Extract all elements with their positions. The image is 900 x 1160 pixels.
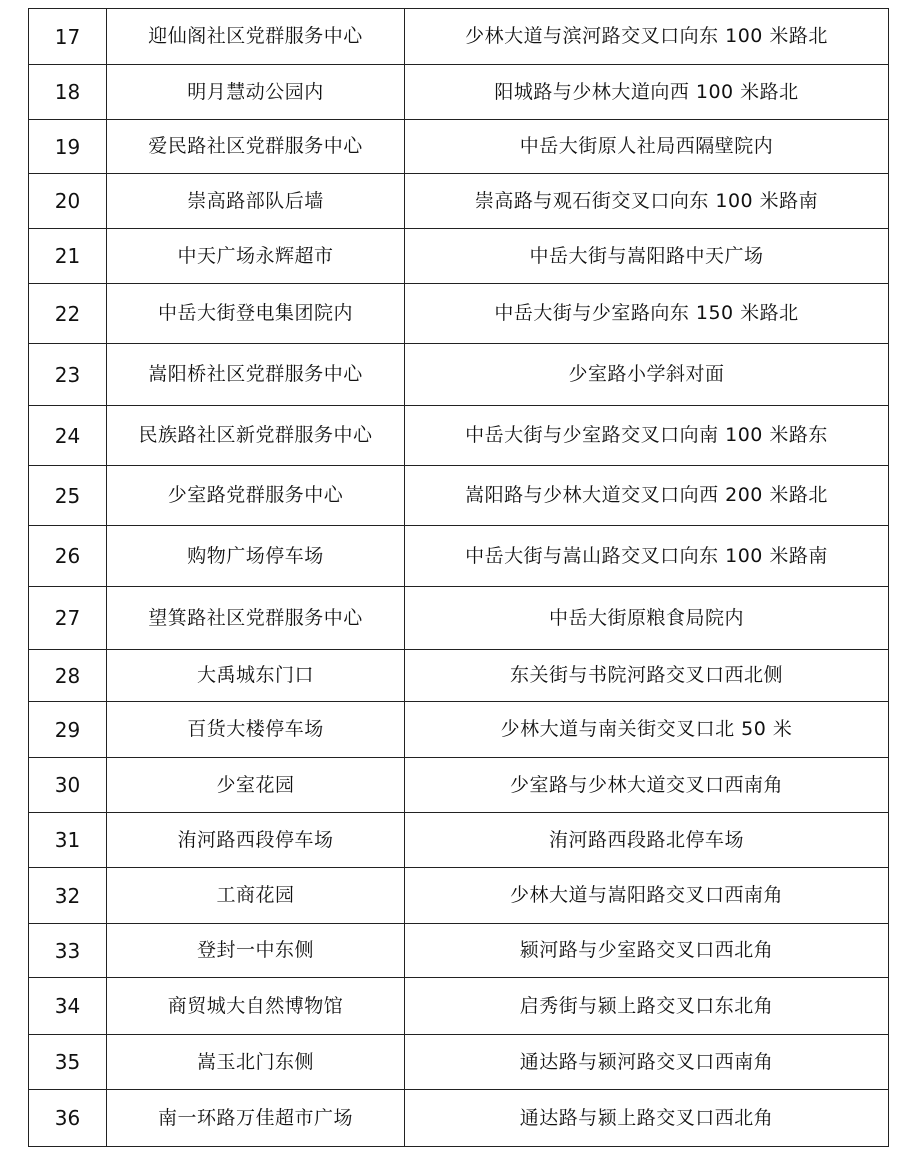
site-location: 洧河路西段路北停车场 — [405, 813, 889, 868]
table-row — [29, 284, 889, 344]
location-table — [28, 8, 889, 1147]
table-row — [29, 466, 889, 526]
site-name: 购物广场停车场 — [107, 526, 405, 587]
row-number: 25 — [29, 466, 107, 526]
table-row — [29, 120, 889, 174]
site-name: 崇高路部队后墙 — [107, 174, 405, 229]
table-row — [29, 1090, 889, 1147]
row-number: 26 — [29, 526, 107, 587]
site-name: 洧河路西段停车场 — [107, 813, 405, 868]
site-location: 嵩阳路与少林大道交叉口向西 200 米路北 — [405, 466, 889, 526]
table-row — [29, 174, 889, 229]
row-number: 31 — [29, 813, 107, 868]
row-number: 20 — [29, 174, 107, 229]
table-row — [29, 406, 889, 466]
site-location: 中岳大街与少室路交叉口向南 100 米路东 — [405, 406, 889, 466]
site-location: 崇高路与观石街交叉口向东 100 米路南 — [405, 174, 889, 229]
row-number: 21 — [29, 229, 107, 284]
site-name: 少室路党群服务中心 — [107, 466, 405, 526]
site-name: 明月慧动公园内 — [107, 65, 405, 120]
table-row — [29, 868, 889, 924]
table-row — [29, 344, 889, 406]
table-row — [29, 650, 889, 702]
table-row — [29, 813, 889, 868]
site-name: 百货大楼停车场 — [107, 702, 405, 758]
row-number: 22 — [29, 284, 107, 344]
site-location: 中岳大街原粮食局院内 — [405, 587, 889, 650]
row-number: 33 — [29, 924, 107, 978]
site-location: 东关街与书院河路交叉口西北侧 — [405, 650, 889, 702]
row-number: 24 — [29, 406, 107, 466]
row-number: 35 — [29, 1035, 107, 1090]
row-number: 19 — [29, 120, 107, 174]
site-name: 大禹城东门口 — [107, 650, 405, 702]
table-row — [29, 702, 889, 758]
site-name: 望箕路社区党群服务中心 — [107, 587, 405, 650]
row-number: 28 — [29, 650, 107, 702]
site-name: 登封一中东侧 — [107, 924, 405, 978]
site-name: 民族路社区新党群服务中心 — [107, 406, 405, 466]
row-number: 30 — [29, 758, 107, 813]
site-location: 中岳大街与嵩阳路中天广场 — [405, 229, 889, 284]
site-location: 颍河路与少室路交叉口西北角 — [405, 924, 889, 978]
site-name: 南一环路万佳超市广场 — [107, 1090, 405, 1147]
row-number: 18 — [29, 65, 107, 120]
table-row — [29, 587, 889, 650]
site-location: 通达路与颍上路交叉口西北角 — [405, 1090, 889, 1147]
table-row — [29, 1035, 889, 1090]
table-row — [29, 65, 889, 120]
row-number: 27 — [29, 587, 107, 650]
site-name: 少室花园 — [107, 758, 405, 813]
site-location: 少林大道与嵩阳路交叉口西南角 — [405, 868, 889, 924]
table-row — [29, 978, 889, 1035]
table-row — [29, 9, 889, 65]
site-location: 少室路小学斜对面 — [405, 344, 889, 406]
site-location: 少室路与少林大道交叉口西南角 — [405, 758, 889, 813]
site-name: 商贸城大自然博物馆 — [107, 978, 405, 1035]
site-name: 迎仙阁社区党群服务中心 — [107, 9, 405, 65]
site-name: 爱民路社区党群服务中心 — [107, 120, 405, 174]
site-name: 中天广场永辉超市 — [107, 229, 405, 284]
site-location: 阳城路与少林大道向西 100 米路北 — [405, 65, 889, 120]
site-name: 嵩玉北门东侧 — [107, 1035, 405, 1090]
row-number: 23 — [29, 344, 107, 406]
site-location: 启秀街与颍上路交叉口东北角 — [405, 978, 889, 1035]
row-number: 32 — [29, 868, 107, 924]
row-number: 36 — [29, 1090, 107, 1147]
table-row — [29, 526, 889, 587]
row-number: 17 — [29, 9, 107, 65]
table-row — [29, 924, 889, 978]
table-row — [29, 758, 889, 813]
site-location: 中岳大街与少室路向东 150 米路北 — [405, 284, 889, 344]
site-name: 工商花园 — [107, 868, 405, 924]
row-number: 29 — [29, 702, 107, 758]
site-location: 少林大道与南关街交叉口北 50 米 — [405, 702, 889, 758]
site-name: 中岳大街登电集团院内 — [107, 284, 405, 344]
table-row — [29, 229, 889, 284]
row-number: 34 — [29, 978, 107, 1035]
site-location: 少林大道与滨河路交叉口向东 100 米路北 — [405, 9, 889, 65]
site-location: 通达路与颍河路交叉口西南角 — [405, 1035, 889, 1090]
site-name: 嵩阳桥社区党群服务中心 — [107, 344, 405, 406]
site-location: 中岳大街与嵩山路交叉口向东 100 米路南 — [405, 526, 889, 587]
site-location: 中岳大街原人社局西隔壁院内 — [405, 120, 889, 174]
table-body — [29, 9, 889, 1147]
